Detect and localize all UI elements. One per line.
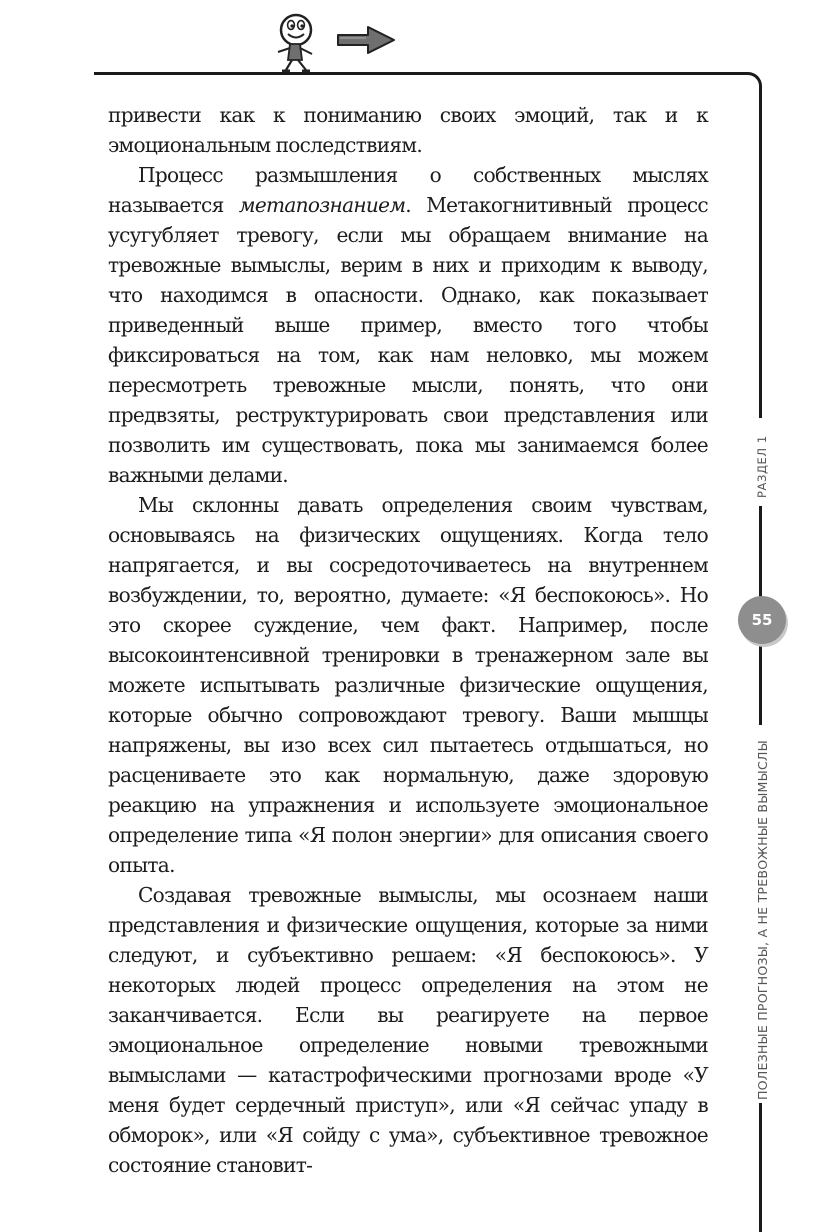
page-number: 55: [738, 596, 786, 644]
paragraph-text: . Метакогнитивный процесс усугубляет тревогу, если мы обращаем внимание на тревожные вымыслы, верим в них и приходим к выводу, что находимся в опасности. Однако, как показывает приведенный выше пример, вместо того чтобы фиксироваться на том, как нам неловко, мы можем пересмотреть тревожные мысли, понять, что они предвзяты, реструктурировать свои представления или позволить им существовать, пока мы занимаемся более важными делами.: [108, 193, 708, 487]
mascot-icon: [268, 8, 330, 74]
paragraph: Мы склонны давать определения своим чувствам, основываясь на физических ощущениях. Когда тело напрягается, и вы сосредоточиваетесь на внутреннем возбуждении, то, вероятно, думаете: «Я беспокоюсь». Но это скорее суждение, чем факт. Например, после высокоинтенсивной тренировки в тренажерном зале вы можете испытывать различные физические ощущения, которые обычно сопровождают тревогу. Ваши мышцы напряжены, вы изо всех сил пытаетесь отдышаться, но расцениваете это как нормальную, даже здоровую реакцию на упражнения и используете эмоциональное определение типа «Я полон энергии» для описания своего опыта.: [108, 493, 708, 877]
section-label: РАЗДЕЛ 1: [755, 435, 769, 498]
paragraph: привести как к пониманию своих эмоций, так и к эмоциональным последствиям.: [108, 103, 708, 157]
paragraph: [108, 160, 708, 490]
chapter-title: ПОЛЕЗНЫЕ ПРОГНОЗЫ, А НЕ ТРЕВОЖНЫЕ ВЫМЫСЛЫ: [755, 740, 770, 1100]
paragraph: Создавая тревожные вымыслы, мы осознаем наши представления и физические ощущения, которые за ними следуют, и субъективно решаем: «Я беспокоюсь». У некоторых людей процесс определения на этом не заканчивается. Если вы реагируете на первое эмоциональное определение новыми тревожными вымыслами — катастрофическими прогнозами вроде «У меня будет сердечный приступ», или «Я сейчас упаду в обморок», или «Я сойду с ума», субъективное тревожное состояние становит-: [108, 883, 708, 1177]
body-text: [108, 100, 708, 1180]
term-italic: метапознанием: [238, 193, 406, 217]
paragraph-text: Процесс размышления о собственных мыслях называется: [108, 163, 708, 217]
arrow-right-icon: [334, 24, 398, 56]
